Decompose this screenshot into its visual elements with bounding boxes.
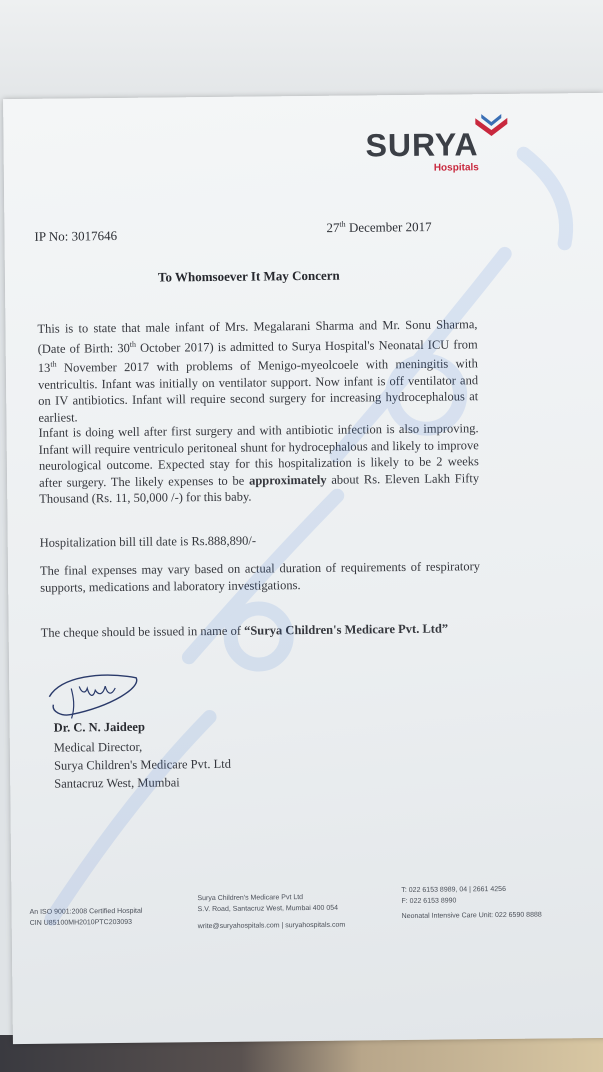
footer-iso: An ISO 9001:2008 Certified Hospital bbox=[29, 907, 143, 916]
signatory-title: Medical Director, bbox=[53, 739, 143, 755]
footer-address bbox=[197, 892, 345, 933]
paragraph-cheque: The cheque should be issued in name of “Surya Children's Medicare Pvt. Ltd” bbox=[40, 621, 449, 640]
ip-number: IP No: 3017646 bbox=[34, 227, 118, 244]
footer-fax: F: 022 6153 8990 bbox=[401, 897, 457, 906]
letter-subject: To Whomsoever It May Concern bbox=[157, 267, 340, 285]
footer-certification bbox=[30, 906, 143, 929]
paragraph-2: Infant is doing well after first surgery and with antibiotic infection is also improving. Infant will require ventriculo peritoneal shunt for hydrocephalous and likely to improve neurological outcome. Expected stay for this hospitalization is likely to be 2 weeks after surgery. The likely expenses to be approximately about Rs. Eleven Lakh Fifty Thousand (Rs. 11, 50,000 /-) for this baby. bbox=[38, 421, 480, 506]
surya-logo bbox=[363, 112, 524, 184]
footer-street: S.V. Road, Santacruz West, Mumbai 400 054 bbox=[197, 904, 339, 914]
footer-contact bbox=[401, 884, 541, 922]
paragraph-expenses: The final expenses may vary based on actual duration of requirements of respiratory supports, medications and laboratory investigations. bbox=[39, 559, 481, 595]
footer-phone: T: 022 6153 8989, 04 | 2661 4256 bbox=[401, 885, 506, 895]
logo-chevron-icon bbox=[471, 112, 511, 144]
paragraph-1: This is to state that male infant of Mrs. Megalarani Sharma and Mr. Sonu Sharma, (Date of Birth: 30th October 2017) is admitted to Surya Hospital's Neonatal ICU from 13th November 2017 with problems of Menigo-myeolcoele with meningitis with ventricultis. Infant was initially on ventilator support. Now infant is off ventilator and on IV antibiotics. Infant will require second surgery for increasing hydrocephalous at earliest. bbox=[37, 317, 479, 425]
letter-date: 27th December 2017 bbox=[326, 219, 432, 236]
logo-name: SURYA bbox=[365, 126, 479, 164]
bill-to-date: Hospitalization bill till date is Rs.888,890/- bbox=[39, 533, 257, 550]
handwritten-signature bbox=[41, 666, 152, 727]
logo-subtitle: Hospitals bbox=[433, 162, 479, 174]
footer-email: write@suryahospitals.com | suryahospitals.com bbox=[197, 921, 346, 931]
letter-page bbox=[3, 93, 603, 1044]
signatory-organization: Surya Children's Medicare Pvt. Ltd bbox=[53, 756, 231, 773]
signatory-location: Santacruz West, Mumbai bbox=[54, 775, 180, 791]
footer-nicu: Neonatal Intensive Care Unit: 022 6590 8888 bbox=[401, 911, 542, 921]
signatory-name: Dr. C. N. Jaideep bbox=[53, 719, 145, 735]
footer-company: Surya Children's Medicare Pvt Ltd bbox=[197, 894, 304, 903]
footer-cin: CIN U85100MH2010PTC203093 bbox=[29, 918, 133, 927]
